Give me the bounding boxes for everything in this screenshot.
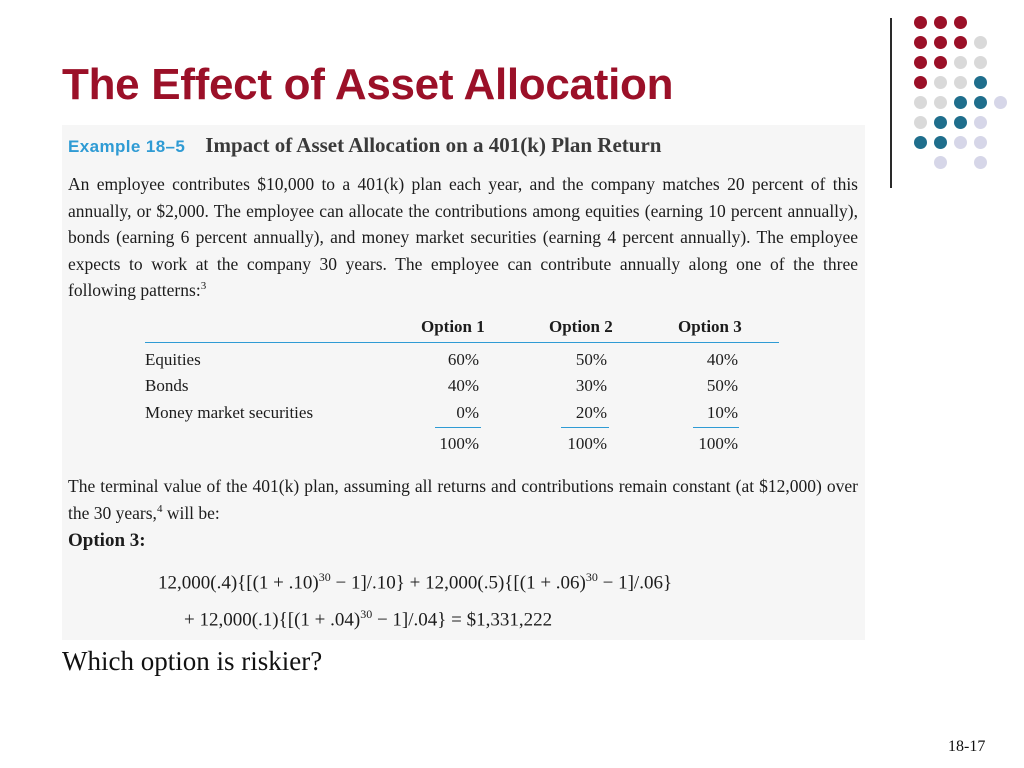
example-header bbox=[68, 133, 661, 158]
column-header-option-3: Option 3 bbox=[678, 317, 742, 336]
total-cell: 100% bbox=[698, 434, 738, 453]
row-label-equities: Equities bbox=[145, 350, 201, 369]
decorative-dot bbox=[914, 56, 927, 69]
example-heading: Impact of Asset Allocation on a 401(k) Plan Return bbox=[205, 133, 662, 157]
decorative-dot bbox=[914, 76, 927, 89]
total-rule bbox=[435, 427, 481, 428]
footnote-marker: 4 bbox=[156, 502, 163, 515]
decorative-dot bbox=[974, 56, 987, 69]
decorative-dot bbox=[934, 116, 947, 129]
decorative-dot bbox=[934, 156, 947, 169]
table-cell: 40% bbox=[706, 350, 738, 369]
table-cell: 60% bbox=[447, 350, 479, 369]
decorative-dot bbox=[914, 16, 927, 29]
table-cell: 0% bbox=[456, 403, 479, 422]
equation-exponent: 30 bbox=[318, 570, 331, 584]
decorative-dot bbox=[914, 36, 927, 49]
terminal-text-end: will be: bbox=[162, 502, 220, 523]
intro-text: An employee contributes $10,000 to a 401(k) plan each year, and the company matches 20 percent of this annually, or $2,000. The employee can allocate the contributions among equities (earning 10 percent annually), bonds (earning 6 percent annually), and money market securities (earning 4 percent annually). The employee expects to work at the company 30 years. The employee can contribute annually along one of the three following patterns: bbox=[68, 174, 858, 300]
total-cell: 100% bbox=[439, 434, 479, 453]
row-label-money-market: Money market securities bbox=[145, 403, 314, 422]
decorative-dot bbox=[994, 96, 1007, 109]
decorative-dot bbox=[974, 76, 987, 89]
decorative-dot bbox=[954, 76, 967, 89]
equation-part: 12,000(.4){[(1 + .10) bbox=[158, 572, 319, 594]
decorative-dot bbox=[954, 36, 967, 49]
decorative-dot bbox=[934, 16, 947, 29]
equation-part: − 1]/.06} bbox=[597, 572, 673, 594]
decorative-dot bbox=[974, 36, 987, 49]
title-divider-line bbox=[890, 18, 892, 188]
equation-exponent: 30 bbox=[360, 607, 373, 621]
footnote-marker: 3 bbox=[200, 280, 207, 293]
table-cell: 20% bbox=[575, 403, 607, 422]
decorative-dot bbox=[934, 56, 947, 69]
table-cell: 50% bbox=[706, 376, 738, 395]
decorative-dot-grid bbox=[907, 16, 1007, 166]
terminal-value-paragraph bbox=[68, 473, 858, 526]
slide-title: The Effect of Asset Allocation bbox=[62, 60, 674, 109]
total-rule bbox=[693, 427, 739, 428]
discussion-question: Which option is riskier? bbox=[62, 646, 323, 676]
row-label-bonds: Bonds bbox=[145, 376, 189, 395]
decorative-dot bbox=[974, 96, 987, 109]
page-number: 18-17 bbox=[948, 738, 986, 755]
decorative-dot bbox=[974, 136, 987, 149]
decorative-dot bbox=[934, 96, 947, 109]
equation-exponent: 30 bbox=[585, 570, 598, 584]
equation-line-2 bbox=[184, 607, 552, 631]
equation-line-1 bbox=[158, 570, 672, 594]
total-rule bbox=[561, 427, 609, 428]
equation-part: + 12,000(.1){[(1 + .04) bbox=[184, 609, 361, 631]
decorative-dot bbox=[954, 16, 967, 29]
decorative-dot bbox=[954, 116, 967, 129]
table-cell: 40% bbox=[447, 376, 479, 395]
example-intro-paragraph bbox=[68, 171, 858, 304]
decorative-dot bbox=[934, 76, 947, 89]
decorative-dot bbox=[974, 116, 987, 129]
example-label: Example 18–5 bbox=[68, 137, 186, 156]
column-header-option-2: Option 2 bbox=[549, 317, 613, 336]
decorative-dot bbox=[954, 136, 967, 149]
decorative-dot bbox=[974, 156, 987, 169]
decorative-dot bbox=[914, 96, 927, 109]
decorative-dot bbox=[914, 136, 927, 149]
decorative-dot bbox=[934, 36, 947, 49]
decorative-dot bbox=[954, 56, 967, 69]
decorative-dot bbox=[934, 136, 947, 149]
option-3-heading: Option 3: bbox=[68, 530, 146, 551]
column-header-option-1: Option 1 bbox=[421, 317, 485, 336]
decorative-dot bbox=[914, 116, 927, 129]
terminal-text: The terminal value of the 401(k) plan, assuming all returns and contributions remain constant (at $12,000) over the 30 years, bbox=[68, 476, 858, 523]
table-cell: 50% bbox=[575, 350, 607, 369]
table-cell: 30% bbox=[575, 376, 607, 395]
table-cell: 10% bbox=[706, 403, 738, 422]
decorative-dot bbox=[954, 96, 967, 109]
table-header-rule bbox=[145, 342, 779, 343]
equation-part: − 1]/.04} = $1,331,222 bbox=[372, 609, 553, 631]
total-cell: 100% bbox=[567, 434, 607, 453]
equation-part: − 1]/.10} + 12,000(.5){[(1 + .06) bbox=[330, 572, 586, 594]
textbook-excerpt bbox=[62, 125, 865, 640]
